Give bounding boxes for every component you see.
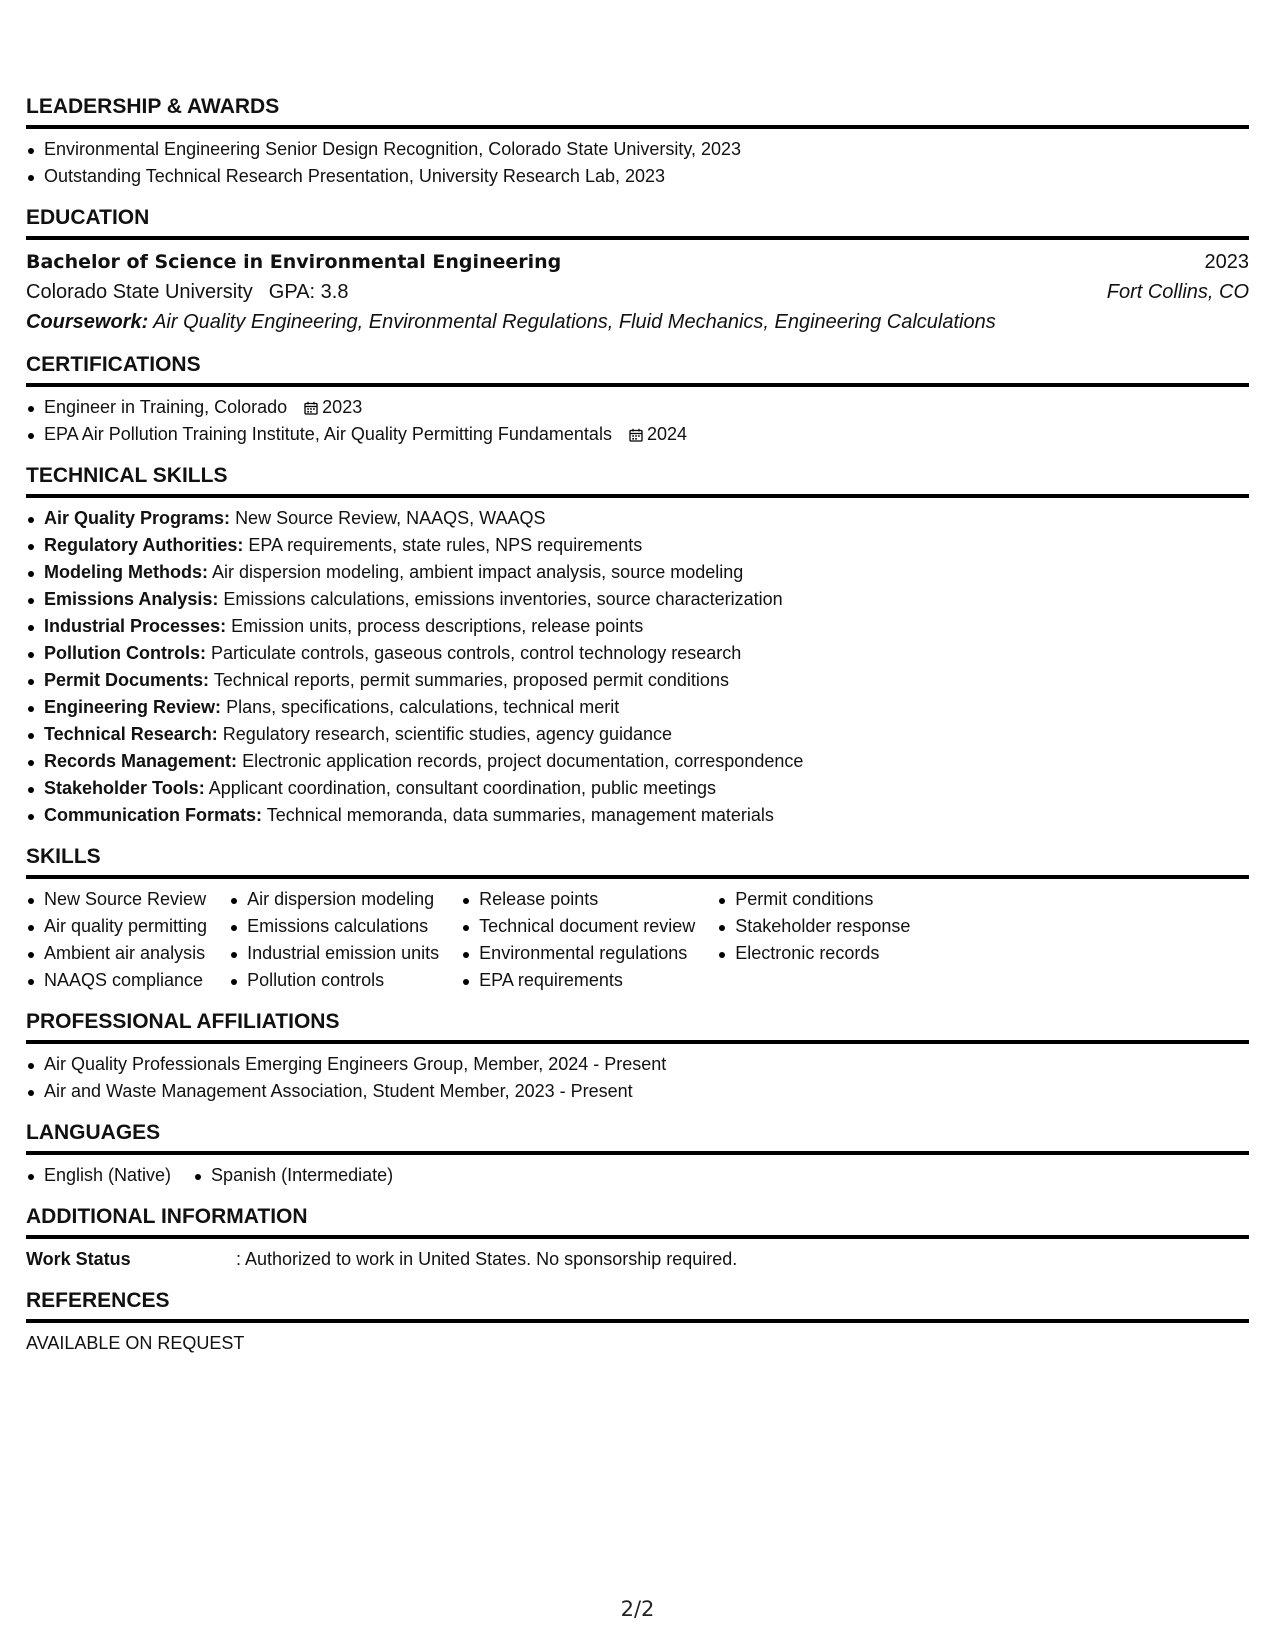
skill-category: Industrial Processes: [44, 616, 227, 636]
gpa: GPA: 3.8 [268, 281, 349, 303]
technical-skills-section [26, 463, 1249, 829]
skill-detail: Electronic application records, project documentation, correspondence [242, 751, 804, 771]
affiliations-section [26, 1009, 1249, 1105]
skills-column [229, 886, 439, 994]
skill-detail: Plans, specifications, calculations, technical merit [226, 697, 620, 717]
skill-detail: Emissions calculations, emissions inventories, source characterization [223, 589, 783, 609]
section-title: ADDITIONAL INFORMATION [26, 1204, 1249, 1239]
section-title: SKILLS [26, 844, 1249, 879]
language-item: Spanish (Intermediate) [193, 1162, 393, 1189]
section-title: LANGUAGES [26, 1120, 1249, 1155]
skills-section [26, 844, 1249, 994]
skill-category: Technical Research: [44, 724, 218, 744]
degree-title: Bachelor of Science in Environmental Engineering [26, 251, 562, 273]
references-section [26, 1288, 1249, 1357]
certification-name: EPA Air Pollution Training Institute, Air Quality Permitting Fundamentals [44, 424, 612, 444]
work-status-value: : Authorized to work in United States. No sponsorship required. [236, 1249, 738, 1269]
resume-content [26, 94, 1249, 1372]
skills-column [717, 886, 910, 994]
skill-detail: New Source Review, NAAQS, WAAQS [235, 508, 546, 528]
skill-detail: EPA requirements, state rules, NPS requirements [248, 535, 643, 555]
skill-item: Stakeholder response [717, 913, 910, 940]
certification-item [26, 421, 1249, 448]
language-item: English (Native) [26, 1162, 171, 1189]
skill-category: Communication Formats: [44, 805, 263, 825]
technical-skill-item [26, 640, 1249, 667]
technical-skill-item [26, 748, 1249, 775]
skill-item: Air quality permitting [26, 913, 207, 940]
school-location: Fort Collins, CO [1106, 281, 1249, 303]
skill-item: Environmental regulations [461, 940, 695, 967]
technical-skills-list [26, 505, 1249, 829]
technical-skill-item [26, 505, 1249, 532]
skill-item: Industrial emission units [229, 940, 439, 967]
calendar-icon [304, 401, 318, 415]
skills-column [26, 886, 207, 994]
skill-item: Technical document review [461, 913, 695, 940]
graduation-year: 2023 [1204, 251, 1249, 273]
leadership-section [26, 94, 1249, 190]
leadership-list [26, 136, 1249, 190]
skill-item: NAAQS compliance [26, 967, 207, 994]
technical-skill-item [26, 775, 1249, 802]
skill-item: Air dispersion modeling [229, 886, 439, 913]
technical-skill-item [26, 721, 1249, 748]
skill-category: Stakeholder Tools: [44, 778, 205, 798]
technical-skill-item [26, 802, 1249, 829]
work-status-label: Work Status [26, 1249, 131, 1269]
skill-category: Modeling Methods: [44, 562, 208, 582]
certification-year: 2023 [322, 397, 363, 417]
additional-info-section [26, 1204, 1249, 1273]
skill-category: Records Management: [44, 751, 238, 771]
section-title: REFERENCES [26, 1288, 1249, 1323]
section-title: EDUCATION [26, 205, 1249, 240]
section-title: CERTIFICATIONS [26, 352, 1249, 387]
education-school-row [26, 277, 1249, 307]
coursework-label: Coursework: [26, 311, 149, 333]
skill-item: Pollution controls [229, 967, 439, 994]
skill-detail: Regulatory research, scientific studies, agency guidance [222, 724, 673, 744]
list-item: Environmental Engineering Senior Design Recognition, Colorado State University, 2023 [26, 136, 1249, 163]
skill-item: Ambient air analysis [26, 940, 207, 967]
certification-item [26, 394, 1249, 421]
skill-detail: Particulate controls, gaseous controls, control technology research [211, 643, 742, 663]
skill-item: Permit conditions [717, 886, 910, 913]
skill-category: Air Quality Programs: [44, 508, 231, 528]
section-title: LEADERSHIP & AWARDS [26, 94, 1249, 129]
skill-item: Release points [461, 886, 695, 913]
section-title: TECHNICAL SKILLS [26, 463, 1249, 498]
skill-detail: Applicant coordination, consultant coordination, public meetings [208, 778, 717, 798]
certification-year: 2024 [646, 424, 688, 444]
technical-skill-item [26, 613, 1249, 640]
skill-category: Pollution Controls: [44, 643, 206, 663]
section-title: PROFESSIONAL AFFILIATIONS [26, 1009, 1249, 1044]
skill-category: Permit Documents: [44, 670, 210, 690]
coursework-row [26, 307, 1249, 337]
skill-item: New Source Review [26, 886, 207, 913]
skill-category: Emissions Analysis: [44, 589, 219, 609]
technical-skill-item [26, 667, 1249, 694]
skill-category: Regulatory Authorities: [44, 535, 244, 555]
skill-item: Electronic records [717, 940, 910, 967]
skill-item: Emissions calculations [229, 913, 439, 940]
skill-detail: Emission units, process descriptions, release points [231, 616, 644, 636]
languages-list [26, 1162, 1249, 1189]
education-degree-row [26, 247, 1249, 277]
technical-skill-item [26, 532, 1249, 559]
coursework-list: Air Quality Engineering, Environmental Regulations, Fluid Mechanics, Engineering Calculations [153, 311, 996, 333]
skill-detail: Technical reports, permit summaries, proposed permit conditions [213, 670, 729, 690]
page-number: 2/2 [620, 1597, 655, 1621]
technical-skill-item [26, 694, 1249, 721]
technical-skill-item [26, 559, 1249, 586]
skill-item: EPA requirements [461, 967, 695, 994]
list-item: Outstanding Technical Research Presentation, University Research Lab, 2023 [26, 163, 1249, 190]
calendar-icon [629, 428, 643, 442]
affiliations-list [26, 1051, 1249, 1105]
skills-column [461, 886, 695, 994]
skill-detail: Technical memoranda, data summaries, management materials [266, 805, 774, 825]
certification-name: Engineer in Training, Colorado [44, 397, 288, 417]
skill-category: Engineering Review: [44, 697, 222, 717]
skill-detail: Air dispersion modeling, ambient impact analysis, source modeling [212, 562, 744, 582]
affiliation-item: Air and Waste Management Association, Student Member, 2023 - Present [26, 1078, 1249, 1105]
technical-skill-item [26, 586, 1249, 613]
languages-section [26, 1120, 1249, 1189]
certifications-section [26, 352, 1249, 448]
affiliation-item: Air Quality Professionals Emerging Engineers Group, Member, 2024 - Present [26, 1051, 1249, 1078]
work-status-row [26, 1246, 1249, 1273]
references-text: AVAILABLE ON REQUEST [26, 1333, 245, 1353]
education-section [26, 205, 1249, 337]
skills-grid [26, 886, 1249, 994]
certifications-list [26, 394, 1249, 448]
school-name: Colorado State University [26, 281, 253, 303]
